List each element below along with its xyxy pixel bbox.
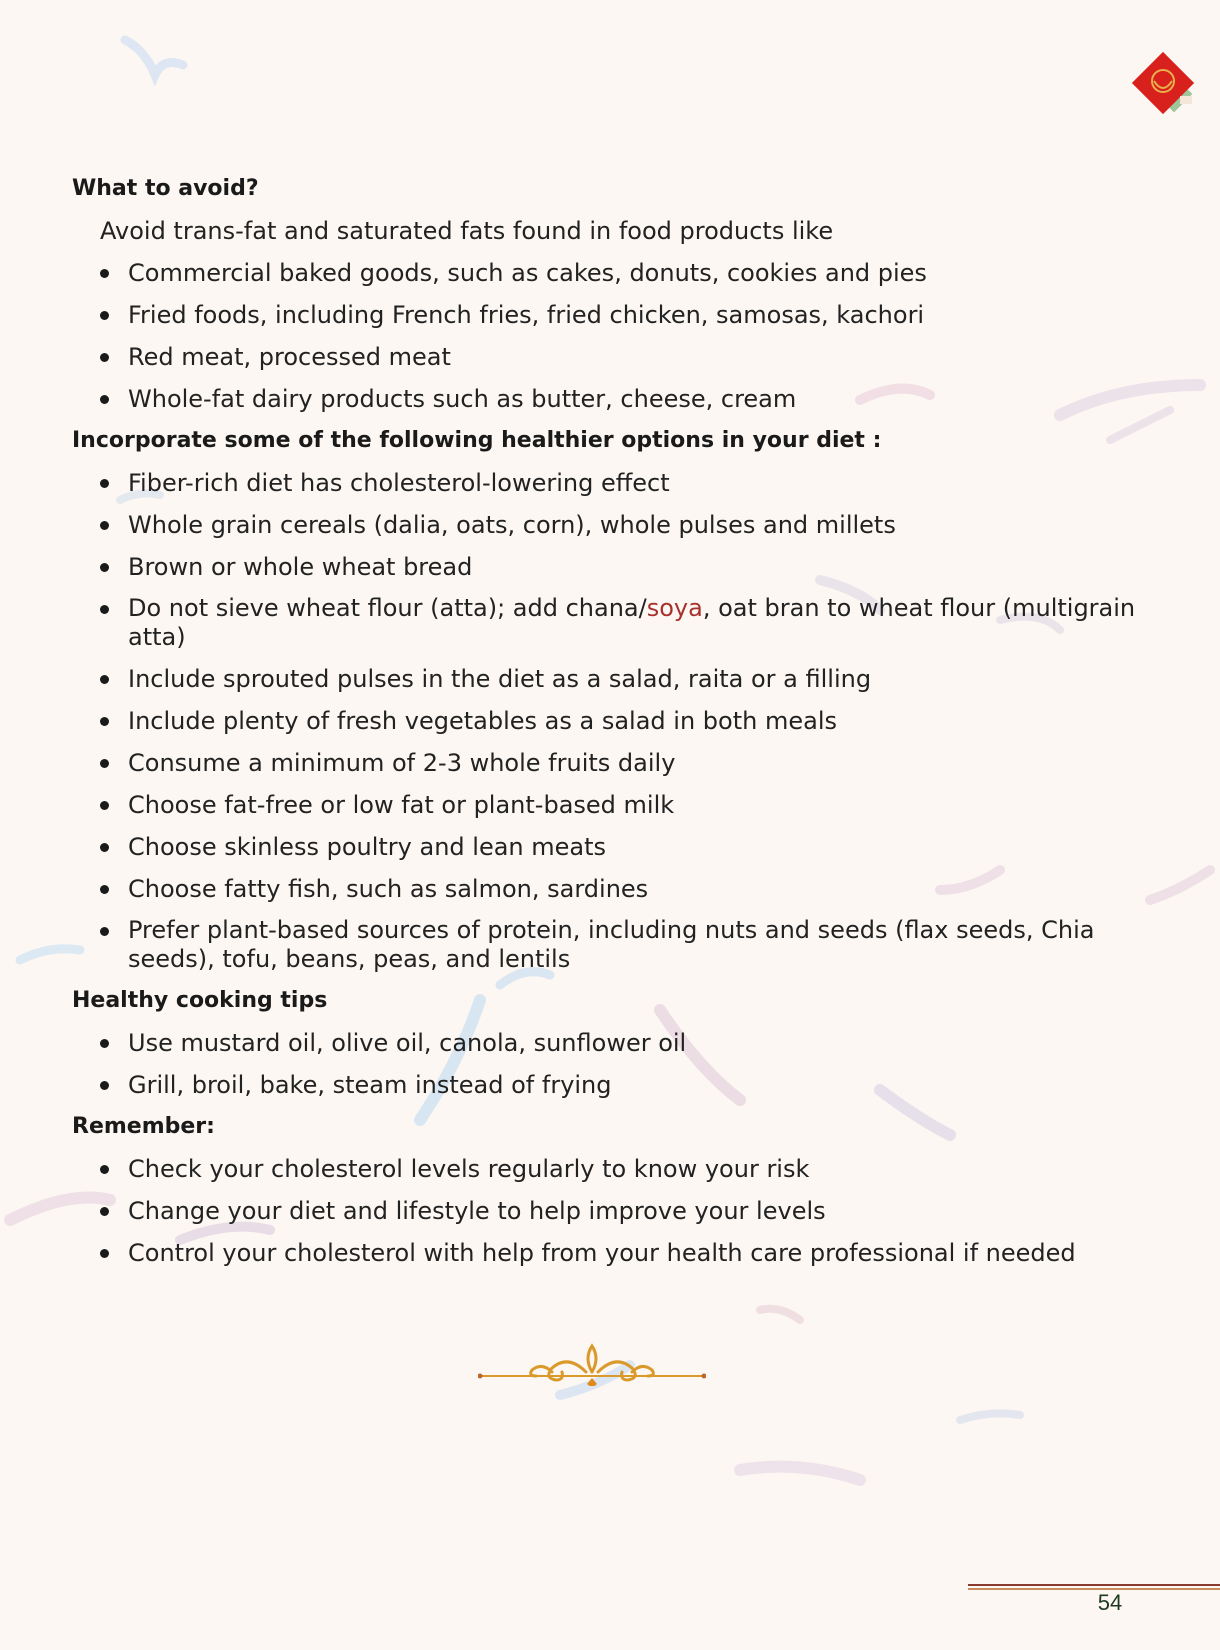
bullet-icon <box>100 885 109 894</box>
list-item: Whole-fat dairy products such as butter, cheese, cream <box>100 384 1152 414</box>
list-item: Brown or whole wheat bread <box>100 552 1152 582</box>
bullet-icon <box>100 1207 109 1216</box>
list-item: Choose fatty fish, such as salmon, sardines <box>100 874 1152 904</box>
bullet-icon <box>100 563 109 572</box>
bullet-icon <box>100 1081 109 1090</box>
cooking-list <box>72 1028 1152 1100</box>
bullet-icon <box>100 1249 109 1258</box>
bullet-icon <box>100 311 109 320</box>
heading-remember: Remember: <box>72 1114 215 1139</box>
list-item: Check your cholesterol levels regularly to know your risk <box>100 1154 1152 1184</box>
list-item: Choose fat-free or low fat or plant-based milk <box>100 790 1152 820</box>
gold-flourish-divider-icon <box>478 1342 706 1386</box>
list-item: Whole grain cereals (dalia, oats, corn), whole pulses and millets <box>100 510 1152 540</box>
list-item: Control your cholesterol with help from your health care professional if needed <box>100 1238 1152 1268</box>
bullet-icon <box>100 479 109 488</box>
highlight-soya: soya <box>646 594 703 622</box>
list-item: Do not sieve wheat flour (atta); add chana/soya, oat bran to wheat flour (multigrain atta) <box>100 594 1152 652</box>
bullet-icon <box>100 843 109 852</box>
list-item: Choose skinless poultry and lean meats <box>100 832 1152 862</box>
list-item: Grill, broil, bake, steam instead of frying <box>100 1070 1152 1100</box>
bullet-icon <box>100 1039 109 1048</box>
bullet-icon <box>100 1165 109 1174</box>
bullet-icon <box>100 269 109 278</box>
page-number: 54 <box>1097 1590 1123 1615</box>
heading-what-to-avoid: What to avoid? <box>72 176 259 201</box>
heading-healthier-options: Incorporate some of the following healthier options in your diet : <box>72 428 882 453</box>
bullet-icon <box>100 759 109 768</box>
bullet-icon <box>100 353 109 362</box>
avoid-list <box>72 258 1152 414</box>
list-item: Commercial baked goods, such as cakes, donuts, cookies and pies <box>100 258 1152 288</box>
remember-list <box>72 1154 1152 1268</box>
bullet-icon <box>100 605 109 614</box>
list-item: Include plenty of fresh vegetables as a salad in both meals <box>100 706 1152 736</box>
list-item: Fried foods, including French fries, fried chicken, samosas, kachori <box>100 300 1152 330</box>
bullet-icon <box>100 717 109 726</box>
list-item: Include sprouted pulses in the diet as a salad, raita or a filling <box>100 664 1152 694</box>
avoid-intro: Avoid trans-fat and saturated fats found in food products like <box>100 217 834 245</box>
red-diamond-emblem-icon <box>1128 48 1198 118</box>
bullet-icon <box>100 395 109 404</box>
heading-cooking-tips: Healthy cooking tips <box>72 988 328 1013</box>
list-item: Fiber-rich diet has cholesterol-lowering effect <box>100 468 1152 498</box>
bullet-icon <box>100 521 109 530</box>
healthier-list <box>72 468 1152 974</box>
list-item: Use mustard oil, olive oil, canola, sunflower oil <box>100 1028 1152 1058</box>
bullet-icon <box>100 801 109 810</box>
bullet-icon <box>100 675 109 684</box>
bullet-icon <box>100 927 109 936</box>
list-item: Consume a minimum of 2-3 whole fruits daily <box>100 748 1152 778</box>
list-item: Change your diet and lifestyle to help improve your levels <box>100 1196 1152 1226</box>
main-content <box>72 174 1152 1280</box>
list-item: Red meat, processed meat <box>100 342 1152 372</box>
list-item: Prefer plant-based sources of protein, including nuts and seeds (flax seeds, Chia seeds), tofu, beans, peas, and lentils <box>100 916 1152 974</box>
